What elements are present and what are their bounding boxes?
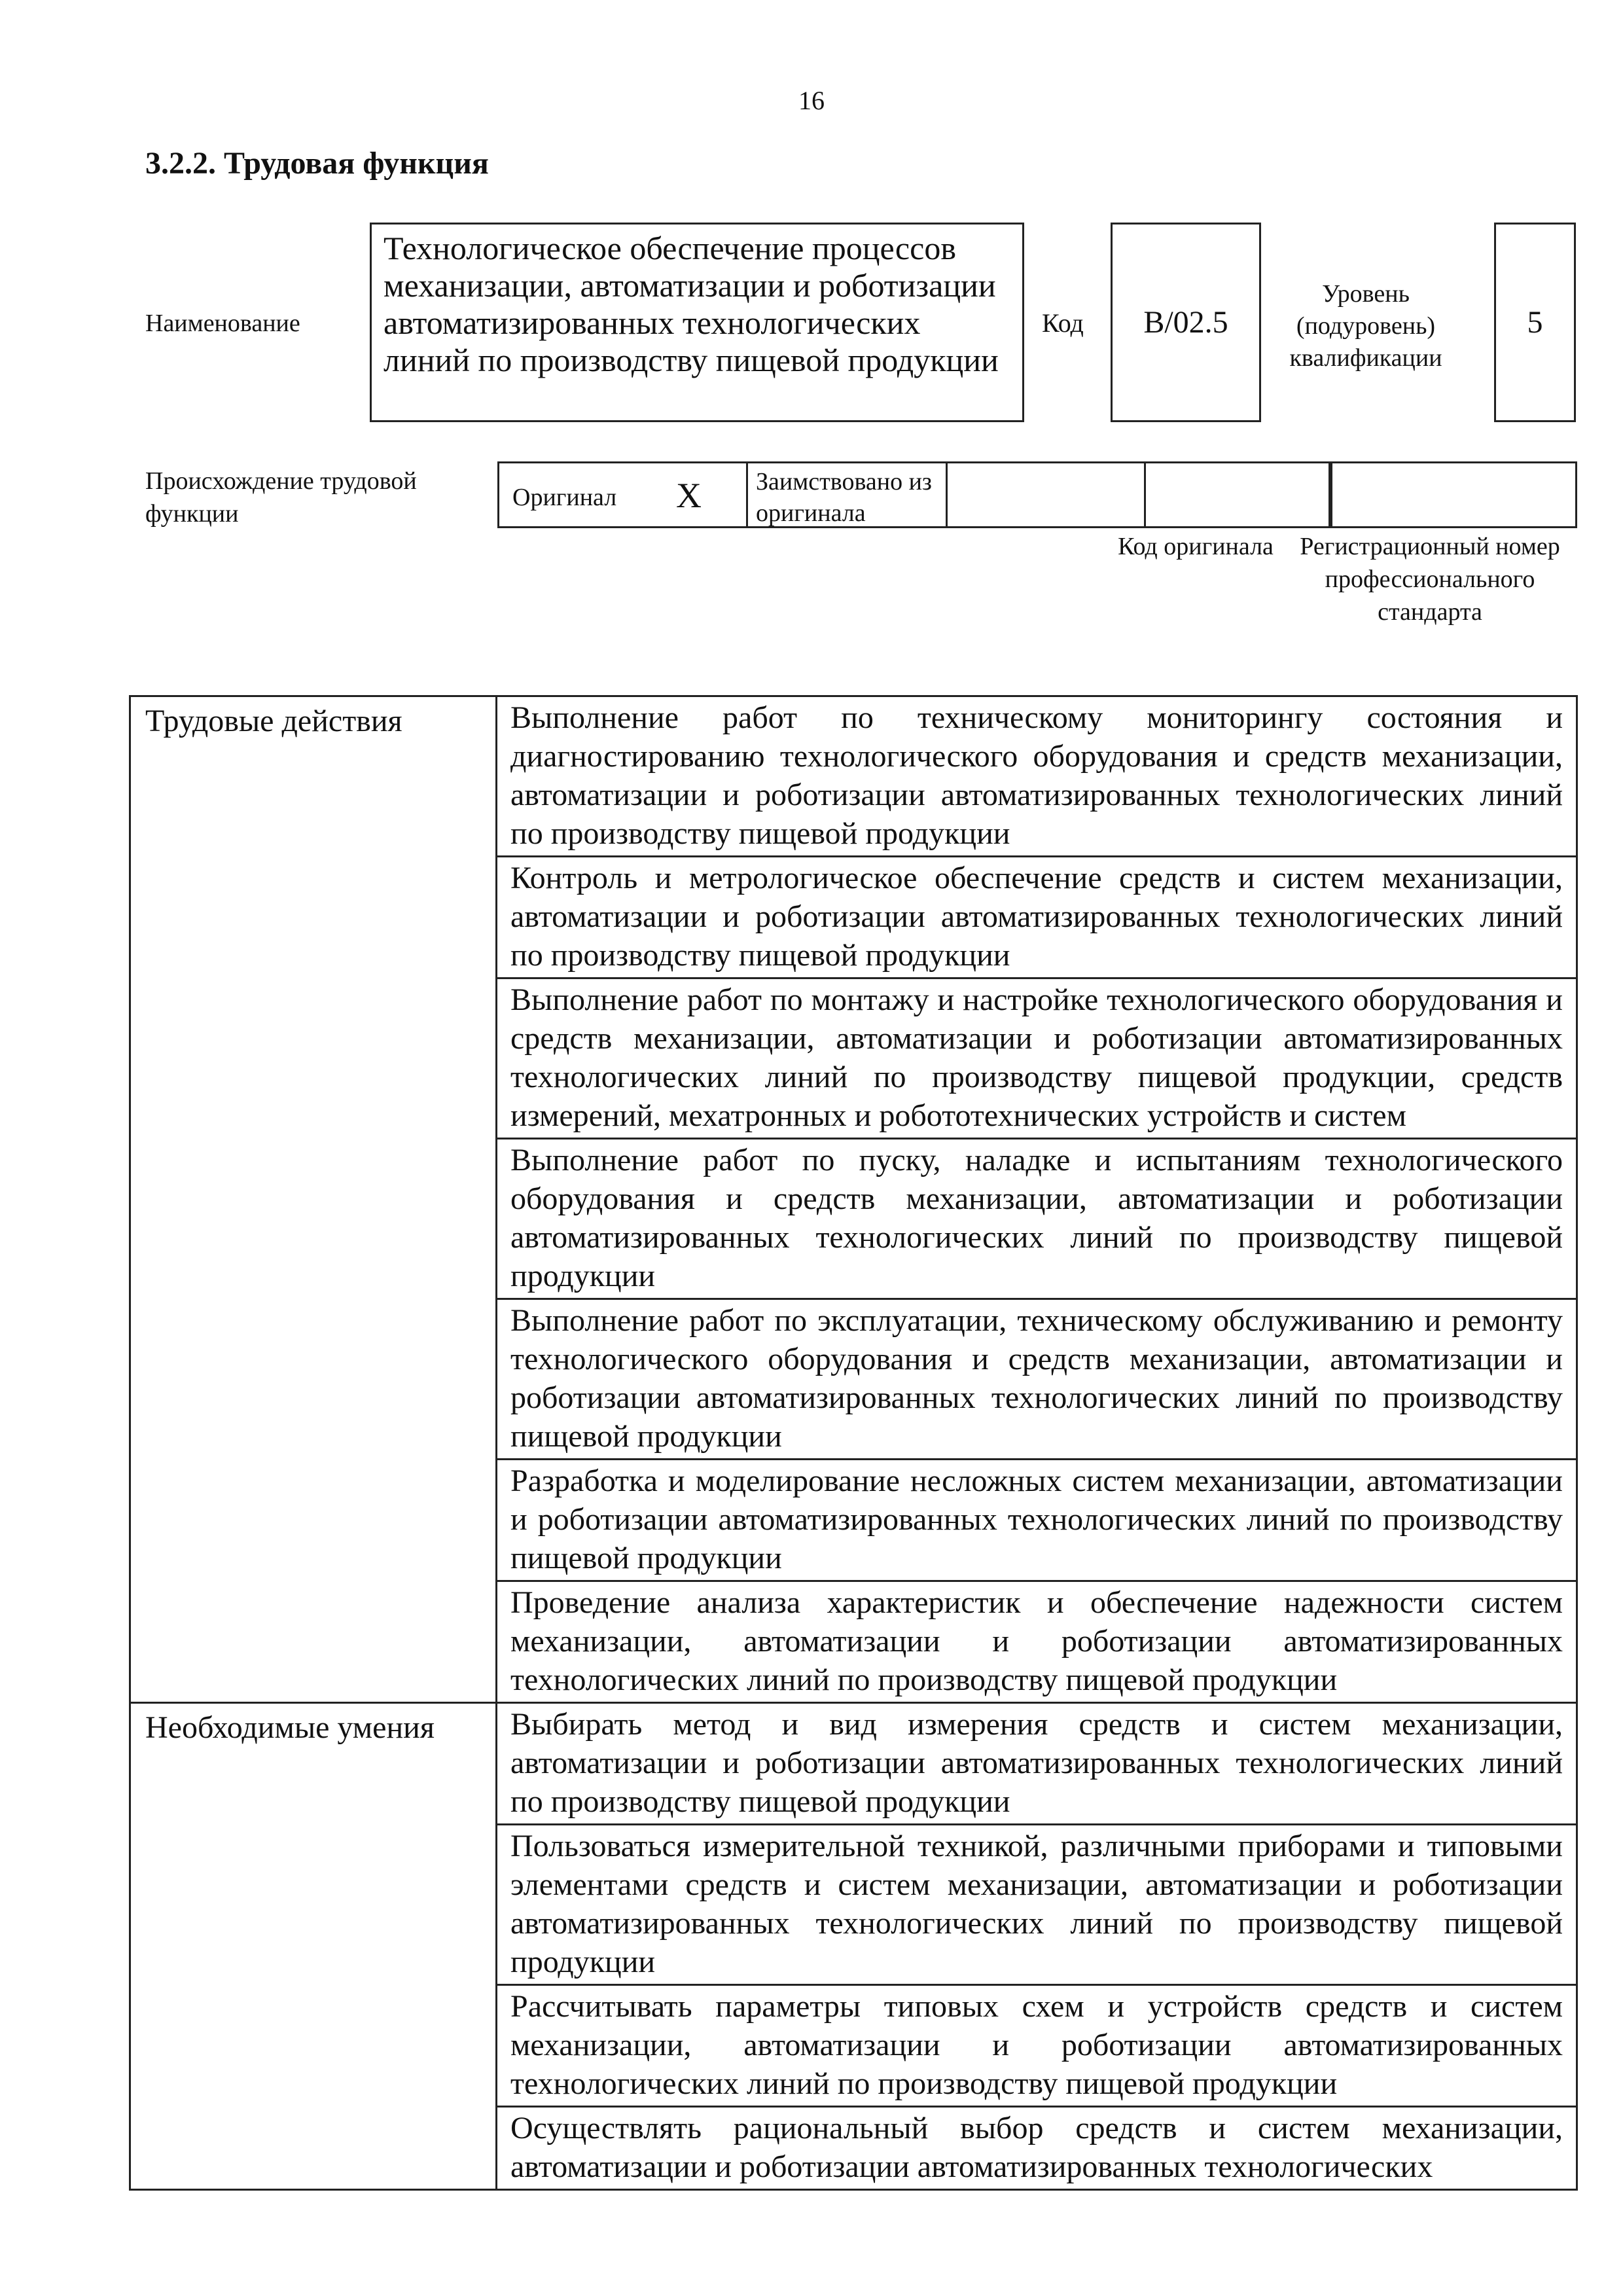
name-value-box — [370, 223, 1024, 422]
code-value-box — [1111, 223, 1261, 422]
original-code-cell — [1144, 463, 1330, 526]
item-text: Рассчитывать параметры типовых схем и устройств средств и систем механизации, автоматизации и роботизации автоматизированных технологических линий по производству пищевой продукции — [510, 1989, 1563, 2101]
item-text: Осуществлять рациональный выбор средств и систем механизации, автоматизации и роботизации автоматизированных технологических — [510, 2111, 1563, 2184]
item-text: Выполнение работ по техническому мониторингу состояния и диагностированию технологического оборудования и средств механизации, автоматизации и роботизации автоматизированных технологических линий по производству пищевой продукции — [510, 700, 1563, 851]
table-row — [130, 696, 1577, 857]
item-cell — [497, 857, 1577, 978]
page-number: 16 — [798, 86, 825, 115]
category-cell — [130, 696, 497, 1703]
item-cell — [497, 2107, 1577, 2190]
name-label: Наименование — [145, 310, 300, 337]
reg-caption: Регистрационный номер профессионального стандарта — [1300, 533, 1560, 626]
origin-row — [497, 461, 1577, 528]
code-value: B/02.5 — [1143, 305, 1228, 340]
original-cell — [499, 463, 748, 526]
level-value: 5 — [1527, 305, 1543, 340]
category-label: Трудовые действия — [145, 704, 402, 738]
item-cell — [497, 1581, 1577, 1703]
borrowed-cell — [748, 463, 948, 526]
original-label: Оригинал — [512, 484, 617, 511]
item-text: Выполнение работ по эксплуатации, техническому обслуживанию и ремонту технологического оборудования и средств механизации, автоматизации и роботизации автоматизированных технологических линий по производству пищевой продукции — [510, 1303, 1563, 1454]
code-label: Код — [1042, 308, 1084, 338]
code-caption: Код оригинала — [1118, 533, 1274, 560]
item-text: Разработка и моделирование несложных систем механизации, автоматизации и роботизации автоматизированных технологических линий по производству пищевой продукции — [510, 1463, 1563, 1575]
item-cell — [497, 1139, 1577, 1299]
item-cell — [497, 1825, 1577, 1985]
item-text: Выбирать метод и вид измерения средств и систем механизации, автоматизации и роботизации автоматизированных технологических линий по производству пищевой продукции — [510, 1707, 1563, 1819]
table-row — [130, 1703, 1577, 1825]
item-text: Выполнение работ по пуску, наладке и испытаниям технологического оборудования и средств механизации, автоматизации и роботизации автоматизированных технологических линий по производству пищевой продукции — [510, 1143, 1563, 1293]
item-cell — [497, 696, 1577, 857]
reg-number-cell — [1330, 463, 1575, 526]
name-value: Технологическое обеспечение процессов механизации, автоматизации и роботизации автоматизированных технологических линий по производству пищевой продукции — [383, 230, 999, 378]
category-cell — [130, 1703, 497, 2190]
item-cell — [497, 1299, 1577, 1460]
empty-cell — [948, 463, 1144, 526]
item-cell — [497, 1985, 1577, 2107]
item-text: Контроль и метрологическое обеспечение средств и систем механизации, автоматизации и роботизации автоматизированных технологических линий по производству пищевой продукции — [510, 861, 1563, 973]
item-text: Проведение анализа характеристик и обеспечение надежности систем механизации, автоматизации и роботизации автоматизированных технологических линий по производству пищевой продукции — [510, 1585, 1563, 1697]
item-cell — [497, 978, 1577, 1139]
borrowed-label: Заимствовано из оригинала — [756, 468, 932, 527]
level-label: Уровень (подуровень) квалификации — [1289, 280, 1442, 372]
item-text: Выполнение работ по монтажу и настройке технологического оборудования и средств механизации, автоматизации и роботизации автоматизированных технологических линий по производству пищевой продукции, средств измерений, мехатронных и робототехнических устройств и систем — [510, 982, 1563, 1133]
section-title: 3.2.2. Трудовая функция — [145, 146, 489, 181]
function-table — [129, 695, 1578, 2191]
item-cell — [497, 1703, 1577, 1825]
item-cell — [497, 1460, 1577, 1581]
origin-label: Происхождение трудовой функции — [145, 467, 417, 528]
item-text: Пользоваться измерительной техникой, различными приборами и типовыми элементами средств и систем механизации, автоматизации и роботизации автоматизированных технологических линий по производству пищевой продукции — [510, 1829, 1563, 1979]
level-value-box — [1494, 223, 1576, 422]
original-mark: X — [676, 476, 702, 515]
category-label: Необходимые умения — [145, 1710, 435, 1745]
